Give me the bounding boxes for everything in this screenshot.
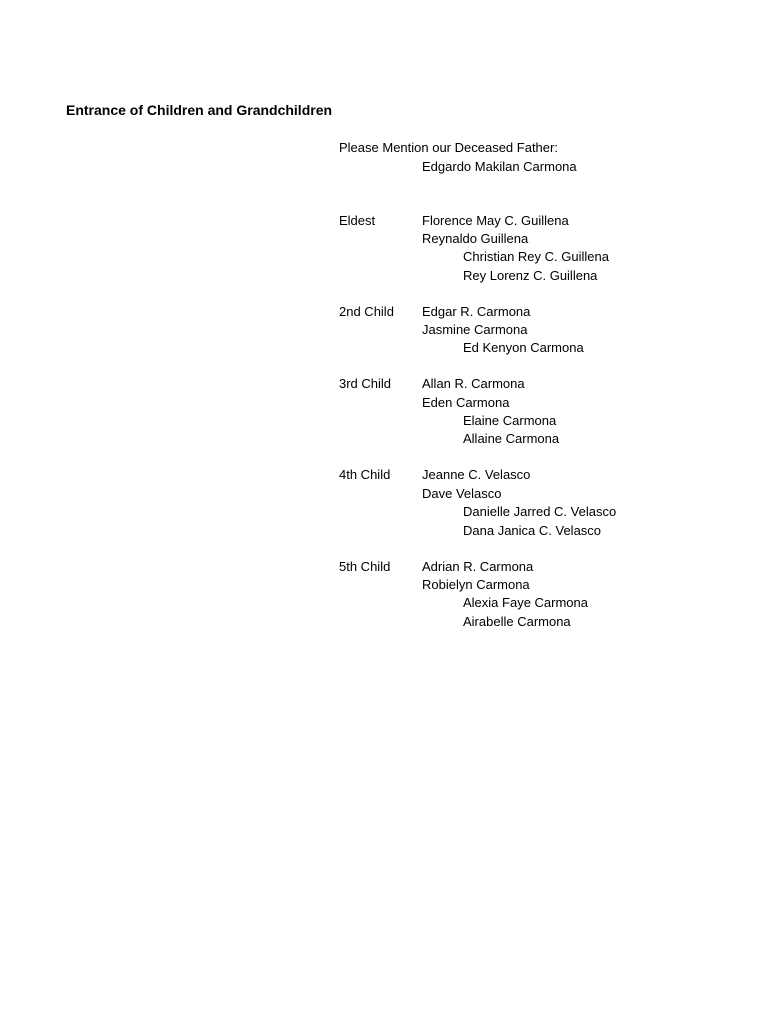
grandchild-name: Danielle Jarred C. Velasco [463,504,617,519]
spouse-name: Dave Velasco [422,486,502,501]
spouse-name: Reynaldo Guillena [422,231,529,246]
spouse-name: Eden Carmona [422,395,510,410]
family-order: 4th Child [339,467,391,482]
family-order: Eldest [339,213,376,228]
family-order: 3rd Child [339,376,392,391]
grandchild-name: Allaine Carmona [463,431,560,446]
grandchild-name: Christian Rey C. Guillena [463,249,609,264]
spouse-name: Robielyn Carmona [422,577,530,592]
deceased-name: Edgardo Makilan Carmona [422,159,577,174]
deceased-label: Please Mention our Deceased Father: [339,140,558,155]
grandchild-name: Airabelle Carmona [463,614,571,629]
grandchild-name: Alexia Faye Carmona [463,595,588,610]
spouse-name: Jasmine Carmona [422,322,528,337]
document-title: Entrance of Children and Grandchildren [66,102,333,118]
child-name: Adrian R. Carmona [422,559,534,574]
child-name: Allan R. Carmona [422,376,525,391]
grandchild-name: Elaine Carmona [463,413,557,428]
child-name: Jeanne C. Velasco [422,467,531,482]
family-order: 2nd Child [339,304,394,319]
family-order: 5th Child [339,559,391,574]
child-name: Florence May C. Guillena [422,213,569,228]
child-name: Edgar R. Carmona [422,304,531,319]
grandchild-name: Rey Lorenz C. Guillena [463,268,598,283]
grandchild-name: Ed Kenyon Carmona [463,340,584,355]
grandchild-name: Dana Janica C. Velasco [463,523,602,538]
